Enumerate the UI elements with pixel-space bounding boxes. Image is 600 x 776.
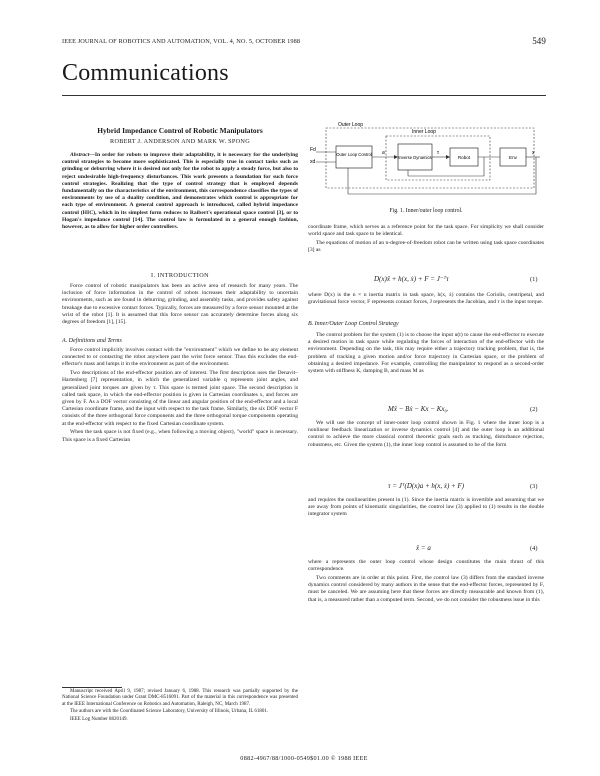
paragraph: where D(x) is the n × n inertia matrix in task space, h(x, ẋ) contains the Coriolis, centripetal, and gravitational force vector, F represents contact forces, J represents the Jacobian, and τ is the input torque. <box>308 292 544 306</box>
definitions-heading: A. Definitions and Terms <box>62 338 122 344</box>
input-position-label: xd <box>310 159 316 165</box>
abstract-body: In order for robots to improve their adaptability, it is necessary for the underlying control strategies to become more sophisticated. This is especially true in contact tasks such as grinding or deburring where it is desired not only for the robot to apply a steady force, but also to reject undesirable high-frequency disturbances. This work presents a foundation for such force control strategies. Realizing that the type of control strategy that is employed depends fundamentally on the characteristics of the environment, this correspondence classifies the types of environments by use of a duality condition, and demonstrates which control is appropriate for each type of environment. A general control approach is introduced, called hybrid impedance control (HIC), which in its simplest form reduces to Raibert's operational space control [3], or to Hogan's impedance control [14]. The control law is formulated in a general enough fashion, however, as to allow for higher order controllers. <box>62 152 298 231</box>
equation-3: τ = Jᵀ(D(x)a + h(x, ẋ) + F) <box>388 482 465 490</box>
inner-outer-loop-diagram <box>308 118 544 204</box>
page-number: 549 <box>532 36 546 46</box>
definitions-paragraph: Two descriptions of the end-effector position are of interest. The first description uses the Denavit–Hartenberg [7] representation, in which the generalized variable q represents joint angles, and generalized joint torques are given by τ. This space is termed joint space. The second description is called task space, in which the end-effector position is given in Cartesian coordinates x, and forces are given by F. As a DOF vector consisting of the linear and angular position of the end-effector and a local Cartesian coordinate frame, and the input with respect to the task frame. Similarly, the six DOF vector F consists of the three orthogonal force components and the three orthogonal torque components operating at the end-effector with respect to the fixed Cartesian coordinate system. <box>62 370 298 427</box>
signal-tau-label: τ <box>437 150 439 156</box>
right-column-after-eq1 <box>308 292 544 308</box>
footnote: IEEE Log Number 8820149. <box>70 716 128 722</box>
equation-1-number: (1) <box>530 276 538 283</box>
paragraph: and requires the nonlinearities present in (1). Since the inertia matrix is invertible and assuming that we are away from points of kinematic singularities, the control law (3) applied to (1) results in the double integrator system <box>308 497 544 518</box>
footnote: Manuscript received April 9, 1987; revised January 6, 1988. This research was partially supported by the National Science Foundation under Grant DMC-8516091. Part of the material in this correspondence was presented at the IEEE International Conference on Robotics and Automation, Raleigh, NC, March 1987. <box>62 689 298 707</box>
intro-heading: I. INTRODUCTION <box>151 272 209 279</box>
equation-4-number: (4) <box>530 545 538 552</box>
right-column-b3 <box>308 497 544 520</box>
section-title: Communications <box>62 60 229 86</box>
right-column-b2 <box>308 420 544 450</box>
definitions-body <box>62 347 298 445</box>
input-force-label: Fd <box>310 147 316 153</box>
equation-3-number: (3) <box>530 483 538 490</box>
outer-loop-control-text: Outer Loop Control <box>336 152 372 157</box>
footnotes <box>62 689 298 725</box>
paper-authors: ROBERT J. ANDERSON AND MARK W. SPONG <box>110 138 250 145</box>
inverse-dynamics-text: Inverse Dynamics <box>398 155 432 160</box>
control-strategy-heading: B. Inner/Outer Loop Control Strategy <box>308 321 399 327</box>
copyright-line: 0882-4967/88/1000-0549$01.00 © 1988 IEEE <box>240 755 368 762</box>
paragraph: Two comments are in order at this point. First, the control law (3) differs from the standard inverse dynamics control considered by many authors in the sense that the end-effector forces, represented by F, must be canceled. We are assuming here that these forces are directly measurable and known from (1), that is, a measured rather than a computed term. Second, we do not consider the robustness issue in this <box>308 575 544 603</box>
equation-1: D(x)ẍ + h(x, ẋ) + F = J⁻ᵀτ <box>374 275 449 283</box>
outer-loop-label: Outer Loop <box>338 122 364 128</box>
intro-paragraph: Force control of robotic manipulators has been an active area of research for many years. The inclusion of force information in the control of robots increases their adaptability to uncertain environments, such as are found in deburring, grinding, and assembly tasks, and provides safety against breakage due to excessive contact forces. Typically, forces are measured by a force sensor mounted at the wrist of the robot [1]. It is assumed that this force sensor can accurately determine forces along six degrees of freedom [1], [15]. <box>62 283 298 326</box>
environment-text: Env <box>509 155 517 160</box>
running-head <box>62 38 546 45</box>
outer-loop-control-block <box>336 146 372 168</box>
paragraph: The control problem for the system (1) is to choose the input u(t) to cause the end-effector to execute a desired motion in task space while regulating the forces of interaction of the end-effector with the environment. Depending on the task, this may require either a trajectory tracking problem, that is, the problem of tracking a given motion and/or force trajectory in Cartesian space, or the problem of obtaining a desired impedance. For example, controlling the manipulator to respond as a second-order system with stiffness K, damping B, and mass M as <box>308 332 544 375</box>
equation-2-number: (2) <box>530 406 538 413</box>
figure-caption: Fig. 1. Inner/outer loop control. <box>389 208 463 214</box>
equation-2: Mẍ − Bẋ − Kx − Kx₀. <box>388 405 449 413</box>
paragraph: The equations of motion of an n-degree-of-freedom robot can be written using task space coordinates [3] as <box>308 240 544 254</box>
paper-title: Hybrid Impedance Control of Robotic Manipulators <box>97 126 263 135</box>
definitions-paragraph: Force control implicitly involves contact with the "environment" which we define to be any element connected to or contacting the robot anywhere past the wrist force sensor. Thus this excludes the end-effector's mass and lumps it in the environment as part of the environment. <box>62 347 298 368</box>
abstract <box>62 152 298 231</box>
paragraph: We will use the concept of inner-outer loop control shown in Fig. 1 where the inner loop is a nonlinear feedback linearization or inverse dynamics control [4] and the outer loop is an additional control to achieve the more classical control theoretic goals such as tracking, disturbance rejection, robustness, etc. Given the system (1), the inner loop control is assumed to be of the form <box>308 420 544 448</box>
inner-loop-label: Inner Loop <box>412 129 436 135</box>
right-column-b4 <box>308 559 544 605</box>
paragraph: coordinate frame, which serves as a reference point for the task space. For simplicity we shall consider world space and task space to be identical. <box>308 224 544 238</box>
abstract-lead: Abstract— <box>70 152 95 158</box>
equation-4: ẍ = a <box>416 544 431 552</box>
footnote-rule <box>62 687 122 688</box>
top-rule <box>62 95 546 96</box>
definitions-paragraph: When the task space is not fixed (e.g., when following a moving object), "world" space is necessary. This space is a fixed Cartesian <box>62 429 298 443</box>
intro-body <box>62 283 298 328</box>
journal-line: IEEE JOURNAL OF ROBOTICS AND AUTOMATION, VOL. 4, NO. 5, OCTOBER 1988 <box>62 38 301 45</box>
robot-text: Robot <box>457 155 471 160</box>
right-column-top <box>308 224 544 256</box>
footnote: The authors are with the Coordinated Science Laboratory, University of Illinois, Urbana, IL 61801. <box>70 709 269 715</box>
signal-a-label: a <box>382 150 385 156</box>
paragraph: where a represents the outer loop control whose design constitutes the main thrust of this correspondence. <box>308 559 544 573</box>
right-column-b1 <box>308 332 544 377</box>
signal-x-label: x <box>532 150 535 156</box>
arrow-head <box>446 155 450 159</box>
